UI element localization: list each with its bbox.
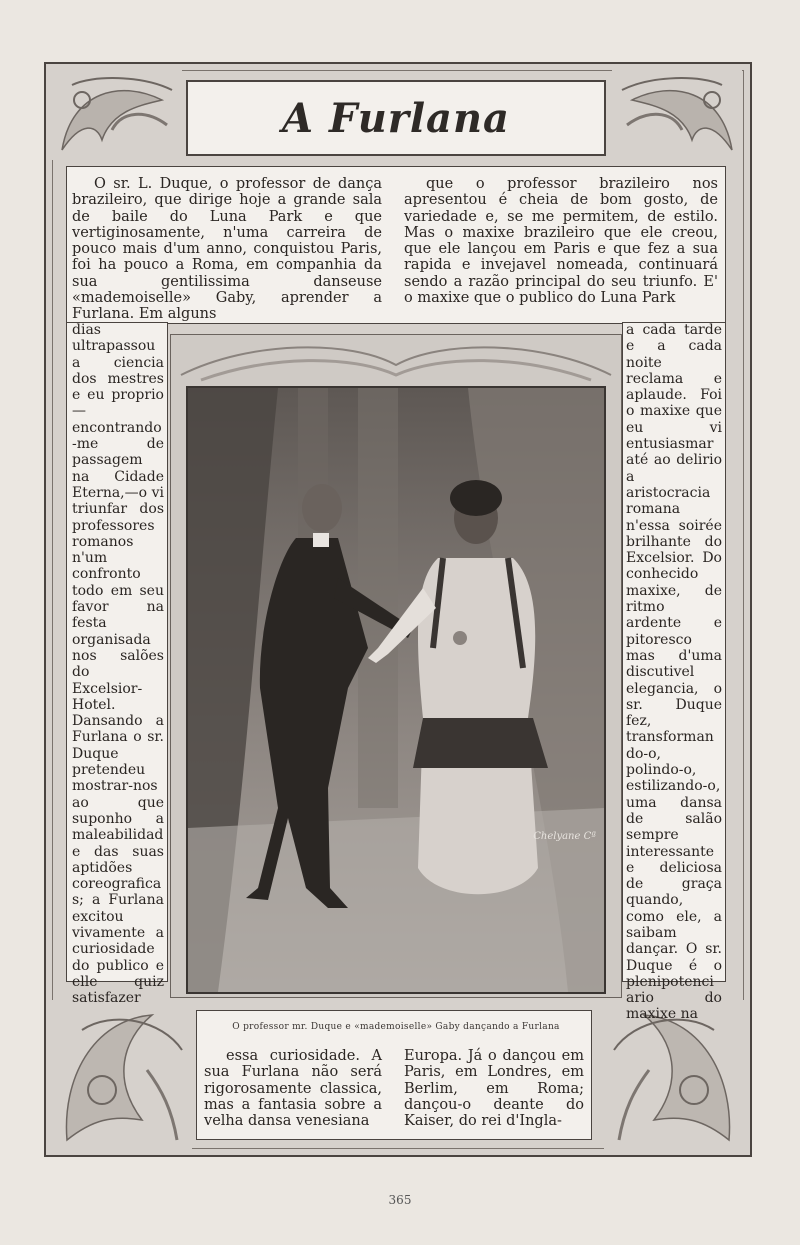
bottom-left-column: [204, 1048, 382, 1129]
paragraph: essa curiosidade. A sua Furlana não será rigorosamente classica, mas a fantasia sobre a velha dansa venesiana: [204, 1048, 382, 1130]
column-1-top: [72, 176, 382, 323]
paragraph: Europa. Já o dançou em Paris, em Londres, em Berlim, em Roma; dançou-o deante do Kaiser, do rei d'Ingla-: [404, 1048, 584, 1130]
bottom-left-ornament: [52, 1000, 192, 1150]
column-2-top: [404, 176, 718, 306]
photo-caption: O professor mr. Duque e «mademoiselle» Gaby dançando a Furlana: [232, 1022, 560, 1032]
dance-photograph: [186, 386, 606, 994]
paragraph: que o professor brazileiro nos apresentou é cheia de bom gosto, de variedade e, se me permitem, de estilo. Mas o maxixe brazileiro que ele creou, que ele lançou em Paris e que fez a sua rapida e invejavel nomeada, continuará sendo a razão principal do seu triunfo. E' o maxixe que o publico do Luna Park: [404, 176, 718, 307]
title-box: [186, 80, 606, 156]
bottom-right-column: [404, 1048, 584, 1129]
top-right-ornament: [612, 70, 742, 160]
paragraph: O sr. L. Duque, o professor de dança brazileiro, que dirige hoje a grande sala de baile do Luna Park e que vertiginosamente, n'uma carreira de pouco mais d'um anno, conquistou Paris, foi ha pouco a Roma, em companhia da sua gentilissima danseuse «mademoiselle» Gaby, aprender a Furlana. Em alguns: [72, 176, 382, 323]
column-2-narrow: [626, 322, 722, 1023]
article-title: A Furlana: [282, 94, 510, 142]
paragraph: dias ultrapassou a ciencia dos mestres e eu proprio —encontrando-me de passagem na Cidade Eterna,—o vi triunfar dos professores romanos n'um confronto todo em seu favor na festa organisada nos salões do Excelsior-Hotel. Dansando a Furlana o sr. Duque pretendeu mostrar-nos ao que suponho a maleabilidade das suas aptidões coreograficas; a Furlana excitou vivamente a curiosidade do publico e elle quiz satisfazer: [72, 322, 164, 1007]
column-1-narrow: [72, 322, 164, 1006]
photographer-signature: Chelyane Cª: [533, 831, 596, 842]
page-number: 365: [388, 1193, 412, 1207]
paragraph: a cada tarde e a cada noite reclama e aplaude. Foi o maxixe que eu vi entusiasmar até ao delirio a aristocracia romana n'essa soirée brilhante do Excelsior. Do conhecido maxixe, de ritmo ardente e pitoresco mas d'uma discutivel elegancia, o sr. Duque fez, transformando-o, polindo-o, estilizando-o, uma dansa de salão sempre interessante e deliciosa de graça quando, como ele, a saibam dançar. O sr. Duque é o plenipotenciario do maxixe na: [626, 322, 722, 1023]
dancers-image: [188, 388, 604, 992]
top-left-ornament: [52, 70, 182, 160]
photo-frame-ornament: [171, 335, 621, 385]
